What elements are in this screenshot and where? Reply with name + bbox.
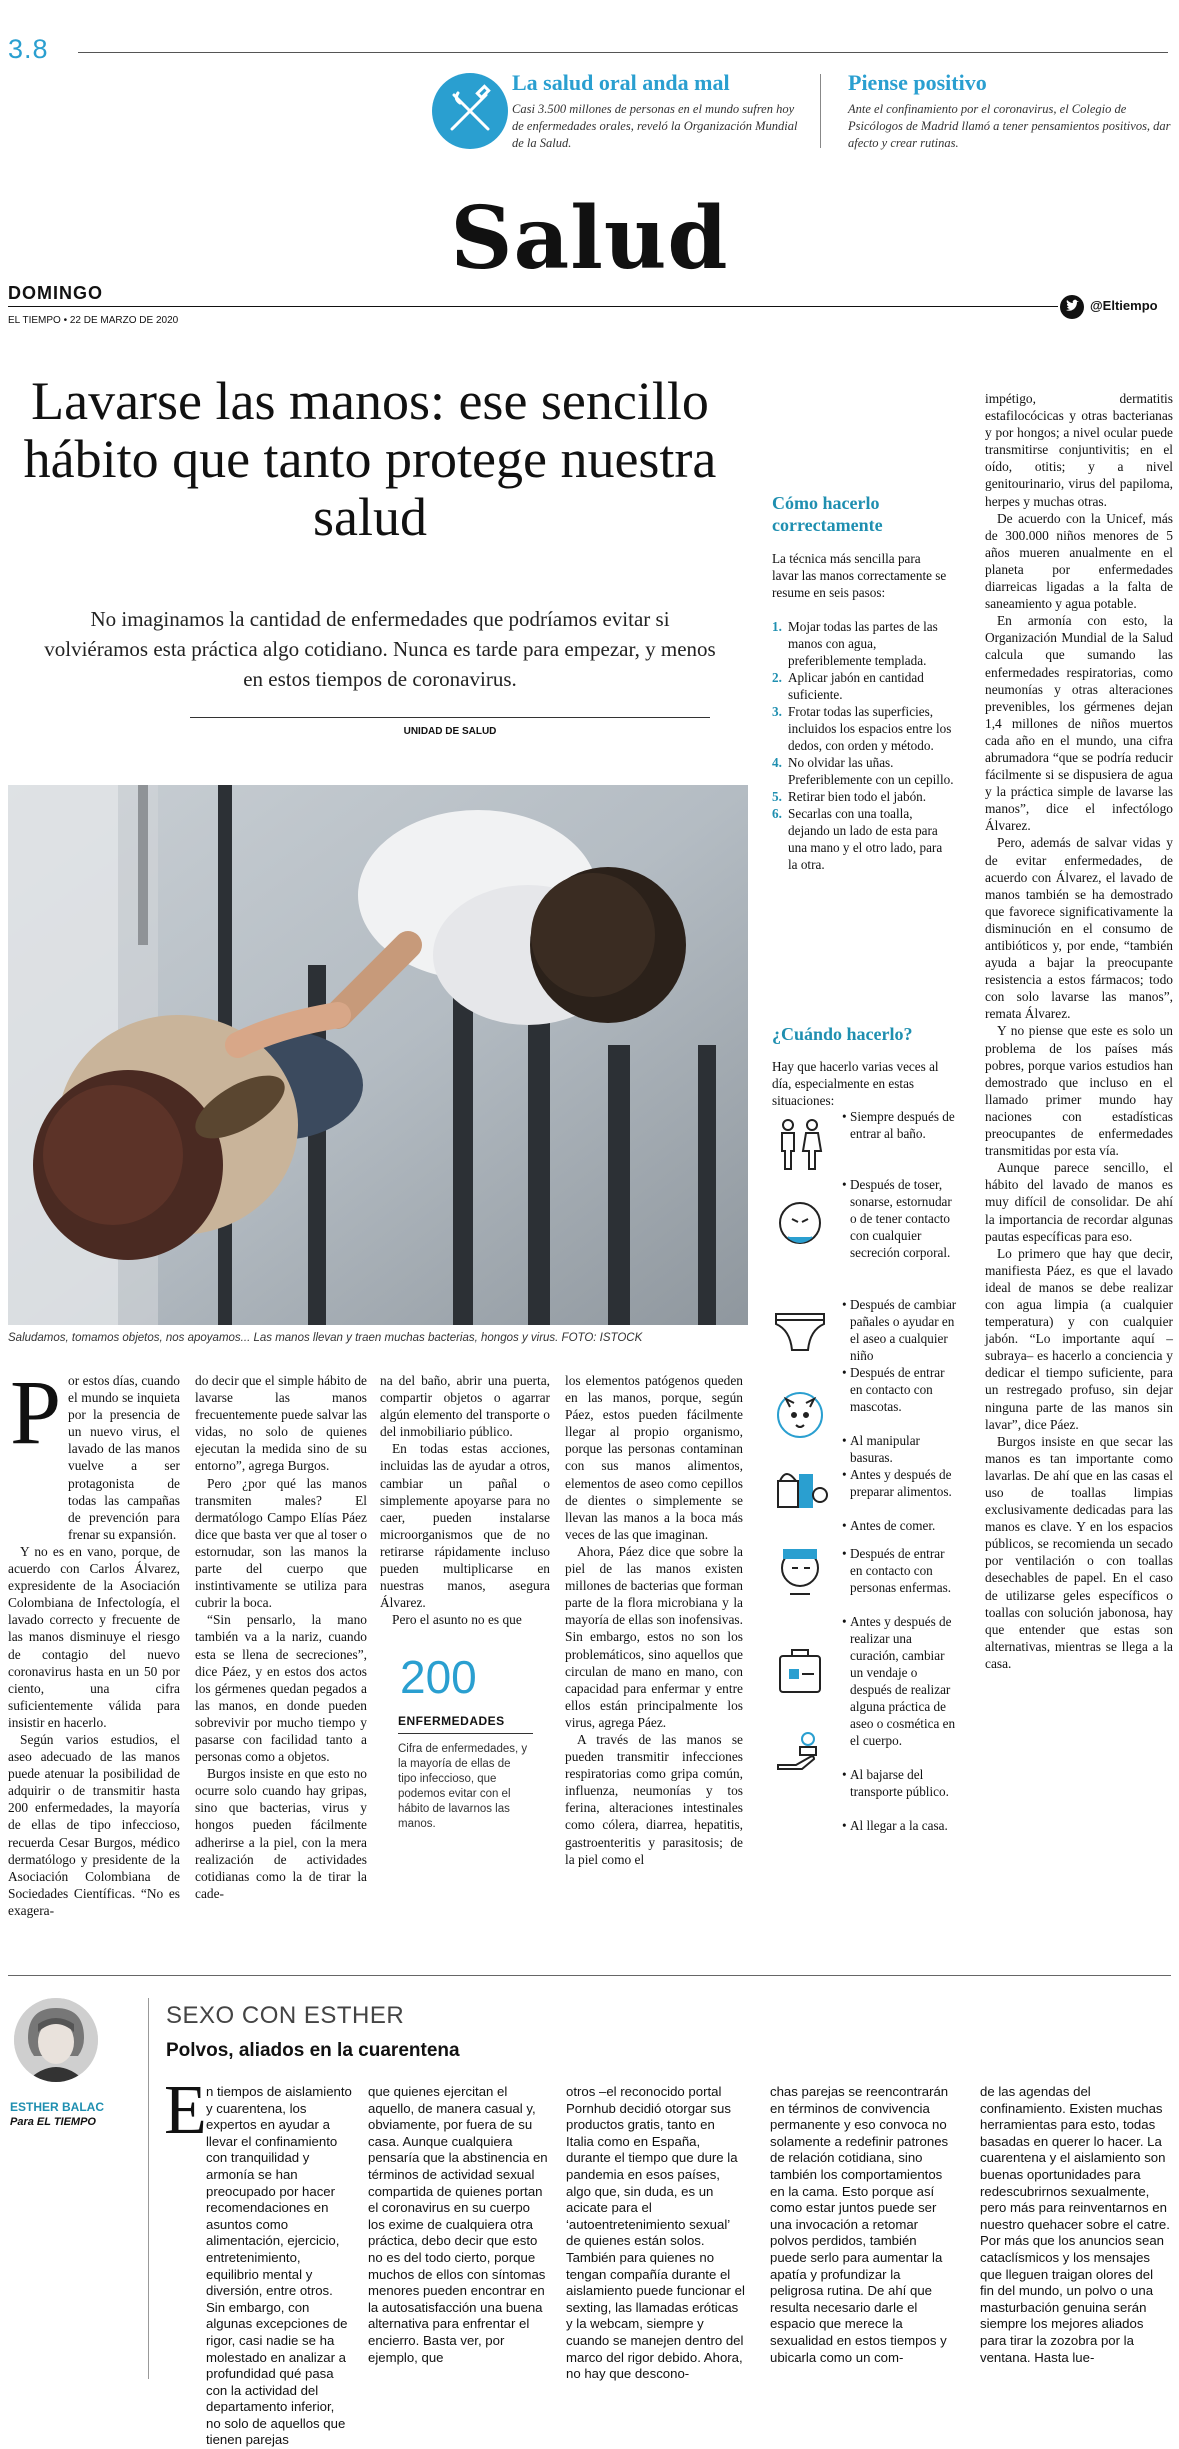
step-number: 3. bbox=[772, 704, 782, 719]
column-name: SEXO CON ESTHER bbox=[166, 2002, 405, 2029]
bottom-rule bbox=[8, 1975, 1171, 1976]
when-item: • Antes de comer. bbox=[842, 1518, 936, 1533]
top-rule bbox=[78, 52, 1168, 53]
step-item bbox=[772, 703, 954, 754]
paragraph: do decir que el simple hábito de lavarse las manos frecuentemente puede salvar las vidas, no solo de quienes ejecutan la medida sino de su entorno”, agrega Burgos. bbox=[195, 1373, 367, 1474]
sidebar-when-title: ¿Cuándo hacerlo? bbox=[772, 1024, 913, 1044]
paragraph: otros –el reconocido portal Pornhub decidió otorgar sus productos gratis, tanto en Italia como en España, durante el tiempo que dure la pandemia en esos países, algo que, sin duda, es un acicate para el ‘autoentretenimiento sexual’ de quienes están solos. También para quienes no tengan compañía durante el aislamiento puede funcionar el sexting, las llamadas eróticas y la webcam, siempre y cuando se manejen dentro del marco del rigor debido. Ahora, no hay que descono- bbox=[566, 2084, 745, 2382]
stat-number: 200 bbox=[400, 1651, 477, 1703]
promo-divider bbox=[820, 74, 821, 148]
promo-title-oral-health[interactable]: La salud oral anda mal bbox=[512, 70, 730, 95]
when-item-text: Al manipular basuras. bbox=[850, 1433, 920, 1465]
section-title: Salud bbox=[450, 188, 729, 289]
when-item: • Siempre después de entrar al baño. bbox=[842, 1109, 955, 1141]
twitter-handle[interactable]: @Eltiempo bbox=[1090, 298, 1158, 313]
article-column-1 bbox=[8, 1361, 180, 1919]
promo-title-positive[interactable]: Piense positivo bbox=[848, 70, 987, 95]
when-item-text: Después de cambiar pañales o ayudar en el aseo a cualquier niño bbox=[850, 1297, 957, 1363]
paragraph: n tiempos de aislamiento y cuarentena, los expertos en ayudar a llevar el confinamiento con tranquilidad y armonía se han preocupado por hacer recomendaciones en asuntos como alimentación, ejercicio, entretenimiento, equilibrio mental y diversión, entre otros. Sin embargo, con algunas excepciones de rigor, casi nadie se ha molestado en analizar a profundidad qué pasa con la actividad del departamento inferior, no solo de aquellos que tienen parejas bbox=[206, 2084, 352, 2448]
dropcap: E bbox=[164, 2072, 207, 2149]
when-item: • Después de entrar en contacto con mascotas. bbox=[842, 1365, 945, 1414]
paragraph: De acuerdo con la Unicef, más de 300.000 niños menores de 5 años mueren anualmente en el planeta por enfermedades diarreicas ligadas a la falta de saneamiento y agua potable. bbox=[985, 510, 1173, 612]
sidebar-when-intro: Hay que hacerlo varias veces al día, especialmente en estas situaciones: bbox=[772, 1059, 939, 1108]
when-item: • Después de toser, sonarse, estornudar o de tener contacto con cualquier secreción corporal. bbox=[842, 1177, 952, 1260]
sidebar-how-intro: La técnica más sencilla para lavar las manos correctamente se resume en seis pasos: bbox=[772, 551, 947, 600]
step-text: Frotar todas las superficies, incluidos los espacios entre los dedos, con orden y método. bbox=[788, 704, 952, 753]
steps-list bbox=[772, 618, 954, 873]
paragraph: or estos días, cuando el mundo se inquieta por la presencia de un nuevo virus, el lavado de las manos vuelve a ser protagonista de todas las campañas de prevención para frenar su expansión. bbox=[68, 1373, 180, 1542]
groceries-icon bbox=[770, 1455, 830, 1515]
article-column-2 bbox=[195, 1372, 367, 1902]
author-name: ESTHER BALAC bbox=[10, 2100, 105, 2114]
day-label: DOMINGO bbox=[8, 283, 103, 303]
when-item-text: Después de entrar en contacto con mascotas. bbox=[850, 1365, 945, 1414]
paragraph: Pero el asunto no es que bbox=[392, 1612, 522, 1628]
hand-wash-icon bbox=[770, 1725, 830, 1785]
author-avatar bbox=[14, 1998, 98, 2082]
when-item-text: Antes y después de realizar una curación, cambiar un vendaje o después de realizar alguna práctica de aseo o cosmética en el cuerpo. bbox=[850, 1614, 956, 1748]
step-text: Secarlas con una toalla, dejando un lado de esta para una mano y el otro lado, para la otra. bbox=[788, 806, 943, 872]
step-number: 6. bbox=[772, 806, 782, 821]
when-item-text: Siempre después de entrar al baño. bbox=[850, 1109, 955, 1141]
paragraph: impétigo, dermatitis estafilocócicas y otras bacterianas y por hongos; a nivel ocular puede transmitirse conjuntivitis; en el oído, otitis; y a nivel genitourinario, virus del papiloma, herpes y muchas otras. bbox=[985, 391, 1173, 509]
first-aid-icon bbox=[770, 1640, 830, 1700]
author-role: Para EL TIEMPO bbox=[10, 2116, 96, 2128]
step-item bbox=[772, 754, 954, 788]
paragraph: Pero ¿por qué las manos transmiten males? El dermatólogo Campo Elías Páez dice que basta ver que al toser o estornudar, son las manos la parte del cuerpo que instintivamente se utiliza para cubrir la boca. bbox=[195, 1475, 367, 1611]
deck-rule bbox=[190, 717, 710, 718]
step-text: Retirar bien todo el jabón. bbox=[788, 789, 927, 804]
toothbrush-icon bbox=[432, 73, 508, 149]
column-text-5 bbox=[980, 2084, 1170, 2366]
paragraph: chas parejas se reencontrarán en términos de convivencia permanente y eso convoca no solamente a redefinir patrones de relación cotidiana, sino también los comportamientos en la cama. Esto porque así como estar juntos puede ser una invocación a retomar polvos perdidos, también puede serlo para aumentar la apatía y profundizar la peligrosa rutina. De ahí que resulta necesario darle el espacio que merece la sexualidad en estos tiempos y ubicarla como un com- bbox=[770, 2084, 949, 2365]
step-number: 2. bbox=[772, 670, 782, 685]
when-item-text: Después de toser, sonarse, estornudar o de tener contacto con cualquier secreción corporal. bbox=[850, 1177, 952, 1260]
when-item: • Después de cambiar pañales o ayudar en el aseo a cualquier niño bbox=[842, 1297, 957, 1363]
stat-text: Cifra de enfermedades, y la mayoría de ellas de tipo infeccioso, que podemos evitar con el hábito de lavarnos las manos. bbox=[398, 1743, 528, 1830]
when-item: • Antes y después de realizar una curación, cambiar un vendaje o después de realizar alguna práctica de aseo o cosmética en el cuerpo. bbox=[842, 1614, 956, 1748]
stat-label: ENFERMEDADES bbox=[398, 1714, 505, 1728]
when-item-text: Al llegar a la casa. bbox=[850, 1818, 948, 1833]
sidebar-how-title: Cómo hacerlo correctamente bbox=[772, 493, 883, 535]
handshake-photo bbox=[8, 785, 748, 1325]
step-number: 5. bbox=[772, 789, 782, 804]
when-item-text: Antes y después de preparar alimentos. bbox=[850, 1467, 952, 1499]
step-item bbox=[772, 618, 954, 669]
paragraph: Y no piense que este es solo un problema de los países más pobres, porque varios estudios han demostrado que incluso en el llamado primer mundo hay naciones con estadísticas preocupantes de enfermedades transmitidas por esta vía. bbox=[985, 1023, 1173, 1159]
stat-rule bbox=[398, 1733, 533, 1734]
step-text: Aplicar jabón en cantidad suficiente. bbox=[788, 670, 924, 702]
article-headline: Lavarse las manos: ese sencillo hábito que tanto protege nuestra salud bbox=[23, 371, 717, 547]
paragraph: Burgos insiste en que esto no ocurre solo cuando hay gripas, sino que bacterias, virus y hongos pueden fácilmente adherirse a la piel, con la mera realización de actividades cotidianas como la de tirar la cade- bbox=[195, 1766, 367, 1901]
paragraph: Pero, además de salvar vidas y de evitar enfermedades, de acuerdo con Álvarez, el lavado de manos también se ha demostrado que favorece significativamente la disminución en el consumo de antibióticos y, por ende, “también ayuda a bajar la preocupante resistencia a estos fármacos; todo con solo lavarse las manos”, remata Álvarez. bbox=[985, 835, 1173, 1022]
date-label: EL TIEMPO • 22 DE MARZO DE 2020 bbox=[8, 315, 179, 326]
column-text-1 bbox=[206, 2084, 352, 2449]
header-rule bbox=[8, 306, 1058, 307]
paragraph: En armonía con esto, la Organización Mundial de la Salud calcula que sumando las enfermedades respiratorias, como neumonías y otras alteraciones prevenibles, los gérmenes dejan 1,4 millones de niños muertos cada año en el mundo, una cifra abrumadora “que se podría reducir fácilmente si se dispusiera de agua y la práctica simple de lavarse las manos”, dice el infectólogo Álvarez. bbox=[985, 613, 1173, 834]
column-text-4 bbox=[770, 2084, 950, 2366]
photo-caption: Saludamos, tomamos objetos, nos apoyamos... Las manos llevan y traen muchas bacterias, hongos y virus. FOTO: ISTOCK bbox=[8, 1332, 643, 1344]
when-item: • Antes y después de preparar alimentos. bbox=[842, 1467, 952, 1499]
column-headline: Polvos, aliados en la cuarentena bbox=[166, 2040, 460, 2061]
dropcap: P bbox=[10, 1361, 62, 1463]
when-item-text: Al bajarse del transporte público. bbox=[850, 1767, 949, 1799]
diaper-icon bbox=[770, 1300, 830, 1360]
pet-icon bbox=[770, 1385, 830, 1445]
step-text: Mojar todas las partes de las manos con agua, preferiblemente templada. bbox=[788, 619, 938, 668]
paragraph: Aunque parece sencillo, el hábito del lavado de manos es muy difícil de consolidar. De ahí la importancia de recordar algunas pautas específicas para eso. bbox=[985, 1160, 1173, 1244]
when-item-text: Antes de comer. bbox=[850, 1518, 936, 1533]
article-deck: No imaginamos la cantidad de enfermedades que podríamos evitar si volviéramos esta práctica algo cotidiano. Nunca es tarde para empezar, y menos en estos tiempos de coronavirus. bbox=[44, 607, 716, 691]
when-item: • Al manipular basuras. bbox=[842, 1433, 920, 1465]
paragraph: En todas estas acciones, incluidas las de ayudar a otros, cambiar un pañal o simplemente apoyarse para no caer, pueden instalarse microorganismos que de no retirarse rápidamente incluso pueden multiplicarse en nuestras manos, asegura Álvarez. bbox=[380, 1441, 550, 1611]
paragraph: Y no es en vano, porque, de acuerdo con Carlos Álvarez, expresidente de la Asociación Colombiana de Infectología, el lavado correcto y frecuente de las manos disminuye el riesgo de contagio del nuevo coronavirus hasta en un 50 por ciento, una cifra suficientemente válida para insistir en hacerlo. bbox=[8, 1543, 180, 1730]
when-item-text: Después de entrar en contacto con personas enfermas. bbox=[850, 1546, 952, 1595]
paragraph: de las agendas del confinamiento. Existen muchas herramientas para esto, todas basadas en querer lo hacer. La cuarentena y el aislamiento son buenas oportunidades para redescubrirnos sexualmente, pero más para reinventarnos en nuestro quehacer sobre el catre. Por más que los anuncios sean cataclísmicos y los mensajes que lleguen traigan olores del fin del mundo, un polvo o una masturbación genuina serán siempre los mejores aliados para tirar la zozobra por la ventana. Hasta lue- bbox=[980, 2084, 1170, 2365]
article-column-3 bbox=[380, 1372, 550, 1628]
step-item bbox=[772, 788, 954, 805]
twitter-icon[interactable] bbox=[1060, 295, 1084, 319]
paragraph: Ahora, Páez dice que sobre la piel de las manos existen millones de bacterias que forman parte de la flora microbiana y la mayoría de ellas son inofensivas. Sin embargo, estos no son los problemáticos, sino aquellos que circulan de mano en mano, con capacidad para enfermar y entre ellos están principalmente los virus, agrega Páez. bbox=[565, 1543, 743, 1730]
step-number: 1. bbox=[772, 619, 782, 634]
paragraph: A través de las manos se pueden transmitir infecciones respiratorias como gripa común, influenza, neumonías y tos ferina, alteraciones intestinales como cólera, diarrea, hepatitis, gastroenteritis y parasitosis; de la piel como el bbox=[565, 1731, 743, 1867]
when-item: • Al bajarse del transporte público. bbox=[842, 1767, 949, 1799]
promo-text-positive: Ante el confinamiento por el coronavirus, el Colegio de Psicólogos de Madrid llamó a tener pensamientos positivos, dar afecto y crear rutinas. bbox=[848, 102, 1171, 150]
page-number: 3.8 bbox=[8, 34, 49, 64]
step-text: No olvidar las uñas. Preferiblemente con un cepillo. bbox=[788, 755, 954, 787]
paragraph: Según varios estudios, el aseo adecuado de las manos puede atenuar la posibilidad de adquirir o de transmitir hasta 200 enfermedades, la mayoría de ellas de tipo infeccioso, recuerda Cesar Burgos, médico dermatólogo y presidente de la Asociación Colombiana de Sociedades Científicas. “No es exagera- bbox=[8, 1731, 180, 1918]
paragraph: los elementos patógenos queden en las manos, porque, según Páez, estos pueden fácilmente llegar al propio organismo, porque las personas contaminan con sus manos alimentos, elementos de aseo como cepillos de dientes o simplemente se llevan las manos a la boca más veces de las que imaginan. bbox=[565, 1373, 743, 1542]
promo-text-oral-health: Casi 3.500 millones de personas en el mundo sufren hoy de enfermedades orales, reveló la Organización Mundial de la Salud. bbox=[512, 102, 798, 150]
when-item: • Al llegar a la casa. bbox=[842, 1818, 948, 1833]
sick-person-icon bbox=[770, 1542, 830, 1602]
paragraph: que quienes ejercitan el aquello, de manera casual y, obviamente, por fuera de su casa. Aunque cualquiera pensaría que la abstinencia en términos de actividad sexual compartida de quienes portan el coronavirus en su cuerpo los exime de cualquiera otra práctica, debo decir que esto no es del todo cierto, porque muchos de ellos con síntomas menores pueden encontrar en la autosatisfacción una buena alternativa para enfrentar el encierro. Basta ver, por ejemplo, que bbox=[368, 2084, 548, 2365]
paragraph: Burgos insiste en que secar las manos es tan importante como lavarlas. De ahí que en las casas el uso de toallas limpias exclusivamente dedicadas para las manos es clave. Y en los espacios públicos, se recomienda un secado por ventilación o con toallas desechables de papel. En el caso de utilizarse geles específicos o toallas con solución jabonosa, hay que entender que estas son alternativas, mientras se llega a la casa. bbox=[985, 1433, 1173, 1671]
step-number: 4. bbox=[772, 755, 782, 770]
sneeze-icon bbox=[770, 1195, 830, 1255]
article-column-4 bbox=[565, 1372, 743, 1868]
column-text-3 bbox=[566, 2084, 746, 2383]
paragraph: na del baño, abrir una puerta, compartir objetos o agarrar algún elemento del transporte o del inmobiliario público. bbox=[380, 1373, 550, 1440]
step-item bbox=[772, 669, 954, 703]
step-item bbox=[772, 805, 954, 873]
when-item: • Después de entrar en contacto con personas enfermas. bbox=[842, 1546, 952, 1595]
byline: UNIDAD DE SALUD bbox=[403, 726, 497, 737]
paragraph: “Sin pensarlo, la mano también va a la nariz, cuando esta se llena de secreciones”, dice Páez, y en estos dos actos los gérmenes quedan pegados a las manos, en donde pueden sobrevivir por mucho tiempo y pasarse con facilidad tanto a personas como a objetos. bbox=[195, 1612, 367, 1765]
article-column-6 bbox=[985, 390, 1173, 1672]
column-divider bbox=[148, 1998, 149, 2379]
column-text-2 bbox=[368, 2084, 548, 2366]
restroom-icon bbox=[770, 1115, 830, 1175]
paragraph: Lo primero que hay que decir, manifiesta Páez, es que el lavado ideal de manos se debe realizar con agua limpia (a cualquier temperatura) y con cualquier jabón. “Lo importante aquí –subraya– es hacerlo a conciencia y dedicar el tiempo suficiente, para un restregado profuso, sin dejar ninguna parte de las manos sin lavar”, dice Páez. bbox=[985, 1245, 1173, 1432]
